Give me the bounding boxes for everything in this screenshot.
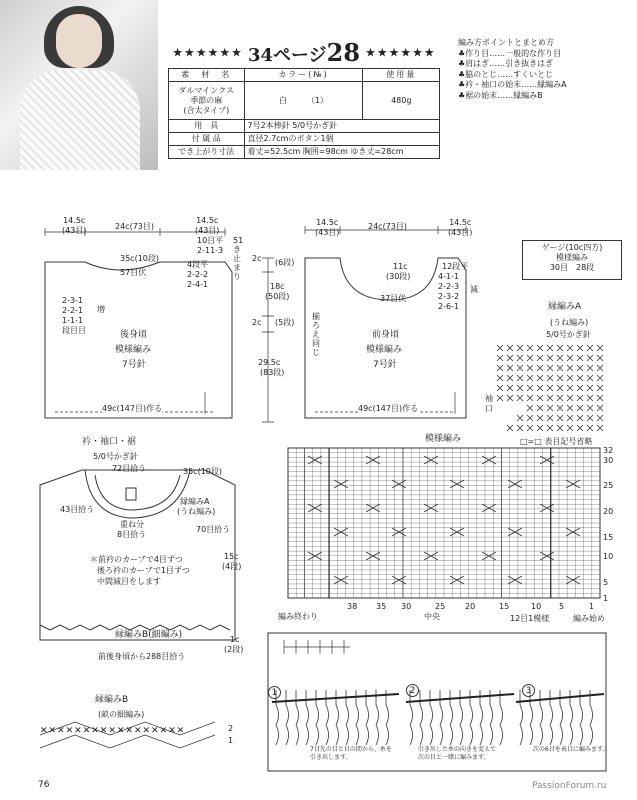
cable-symbol [566,528,580,536]
yarn-amount: 480g [363,82,440,120]
back-top-left: 14.5c [63,216,86,225]
crochet-cross [517,375,523,381]
front-dec1: 4-1-1 [438,272,460,281]
material-col: 素 材 名 [169,69,245,82]
mid-a: 2c [252,254,262,263]
cable-symbol [392,480,406,488]
back-top-right-sub: (43目) [195,226,220,235]
back-dec1: 2-2-2 [187,270,209,279]
crochet-cross [567,425,573,431]
back-shoulder: 4段平 [187,260,209,269]
knit-loop [410,705,413,745]
back-note: 51き止まり [233,236,244,281]
crochet-cross [557,355,563,361]
finish-sleeve-sub: (4段) [222,562,242,571]
step-scale [284,640,350,654]
step3-text: 次の6目を表目に編みます。 [533,746,609,753]
chart-col-label: 1 [589,602,595,611]
chart-repeat-label: 12目1模様 [510,614,550,623]
crochet-cross [587,425,593,431]
chart-col-label: 20 [465,602,476,611]
crochet-cross [567,365,573,371]
crochet-cross [517,385,523,391]
back-dec-top2: 2-11-3 [197,246,224,255]
finish-overlap-sts: 8目拾う [117,530,147,539]
gauge-rows: 28段 [576,263,595,272]
mid-b-sub: (50段) [265,292,290,301]
crochet-cross [517,355,523,361]
finish-neck-rows: 35c(10段) [183,467,222,476]
edging-b-mark1: 1 [228,736,234,745]
edging-b-sub: (畝の細編み) [98,710,145,719]
knit-loop [356,705,359,745]
front-neck-sub: (30段) [386,272,411,281]
front-top-right: 14.5c [449,218,472,227]
crochet-cross [567,395,573,401]
chart-row-label: 32 [603,446,614,455]
edging-a-grid [497,345,603,431]
crochet-cross [557,375,563,381]
crochet-cross [527,345,533,351]
crochet-cross [557,345,563,351]
crochet-cross [557,395,563,401]
crochet-cross [597,345,603,351]
knit-loop [520,705,523,745]
cable-symbol [366,504,380,512]
back-top-right: 14.5c [196,216,219,225]
step2-text: 引き出した糸の向きを変えて 次の目と一緒に編みます。 [418,746,497,761]
step2-number: 2 [406,684,419,697]
point-item: ♣肩はぎ……引き抜きはぎ [458,59,554,68]
cable-symbol [366,552,380,560]
crochet-cross [527,375,533,381]
knit-loop [430,705,433,745]
cable-symbol [540,552,554,560]
front-dec-label: 減 [470,285,478,294]
chart-row-label: 30 [603,456,614,465]
chart-start-label: 編み始め [573,614,605,623]
crochet-cross [537,355,543,361]
page-number: 76 [38,780,50,790]
crochet-cross [557,415,563,421]
crochet-cross [577,345,583,351]
finish-note3: 中間減目をします [97,577,161,586]
mid-c-sub: (5段) [275,318,295,327]
mid-c: 2c [252,318,262,327]
crochet-cross [567,375,573,381]
chart-legend: □=□ 表目記号省略 [520,437,593,446]
crochet-cross [597,425,603,431]
crochet-cross [497,365,503,371]
crochet-cross [547,405,553,411]
step1-text: 7目先の目と目の間から、糸を 引き出します。 [310,746,392,761]
finish-title: 衿・袖口・裾 [82,437,137,447]
front-neck-sts: 37目伏 [380,294,407,303]
points-title: 編み方ポイントとまとめ方 [458,38,554,47]
crochet-cross [597,415,603,421]
front-top-left-sub: (43目) [315,228,340,237]
crochet-cross [567,385,573,391]
yarn-line: (合太タイプ) [183,105,230,115]
knit-loop [460,705,463,745]
cable-symbol [508,576,522,584]
crochet-cross [537,385,543,391]
front-dec2: 2-2-3 [438,282,460,291]
knit-loop [276,705,279,745]
crochet-cross [527,355,533,361]
crochet-cross [517,425,523,431]
crochet-cross [507,395,513,401]
finish-note2: 後ろ衿のカーブで1目ずつ [97,566,190,575]
mid-d-sub: (83段) [260,368,285,377]
color-no: （1） [310,95,329,105]
front-dec3: 2-3-2 [438,292,460,301]
chart-title: 模様編み [425,434,462,444]
cable-symbol [482,552,496,560]
crochet-cross [497,355,503,361]
finish-hem: 縁編みB(細編み) [115,630,183,640]
back-side-sts: 段目目 [62,326,86,335]
crochet-cross [547,415,553,421]
tools-label: 用 具 [169,120,245,133]
notions-label: 付 属 品 [169,133,245,146]
finish-left: 43目拾う [60,505,95,514]
crochet-cross [507,355,513,361]
tools-value: 7号2本棒針 5/0号かぎ針 [244,120,439,133]
knit-loop [570,705,573,745]
crochet-cross [577,405,583,411]
knit-loop [470,705,473,745]
crochet-cross [517,415,523,421]
finish-hem-right: 1c [230,635,240,644]
edging-a-hook: 5/0号かぎ針 [546,330,591,339]
chart-row-label: 20 [603,507,614,516]
edging-b-title: 縁編みB [95,695,129,705]
back-side2: 2-2-1 [62,306,84,315]
crochet-cross [507,385,513,391]
crochet-cross [547,345,553,351]
chart-col-label: 5 [559,602,565,611]
finish-pickup: 72目拾う [112,464,147,473]
finish-hem-right-sub: (2段) [224,645,244,654]
cable-symbol [308,552,322,560]
front-dec4: 2-6-1 [438,302,460,311]
crochet-cross [547,355,553,361]
edging-b-crosses: ✕✕✕✕✕✕✕✕✕✕✕✕✕✕✕✕✕ [40,726,186,736]
knit-loop [286,705,289,745]
crochet-cross [577,415,583,421]
crochet-cross [567,355,573,361]
crochet-cross [547,365,553,371]
crochet-cross [567,405,573,411]
back-bottom: 49c(147目)作る [102,404,163,413]
crochet-cross [587,375,593,381]
mid-b: 18c [270,282,285,291]
crochet-cross [547,395,553,401]
front-top-mid: 24c(73目) [368,222,407,231]
stars-left: ★★★★★★ [172,45,243,60]
crochet-cross [597,365,603,371]
crochet-cross [527,395,533,401]
back-top-mid: 24c(73目) [115,222,154,231]
color-col: カラー(№) [244,69,363,82]
crochet-cross [507,375,513,381]
knit-loop [440,705,443,745]
crochet-cross [587,365,593,371]
crochet-cross [557,425,563,431]
chart-row-label: 15 [603,533,614,542]
finish-sleeve: 15c [224,552,239,561]
chart-row-label: 25 [603,481,614,490]
crochet-cross [537,395,543,401]
gauge-stitches: 30目 [549,263,568,272]
crochet-cross [517,395,523,401]
front-title: 前身頃 [372,330,400,340]
button-placket [126,488,136,500]
size-value: 着丈=52.5cm 胸囲=98cm ゆき丈=28cm [244,146,439,159]
front-pattern: 模様編み [366,345,403,355]
finish-neck [85,470,190,518]
knit-loop [490,705,493,745]
edging-a-side: 袖口 [485,394,493,413]
crochet-cross [537,405,543,411]
crochet-cross [507,345,513,351]
knit-loop [500,705,503,745]
crochet-cross [587,385,593,391]
crochet-cross [527,365,533,371]
crochet-cross [537,425,543,431]
finish-edging: 縁編みA [180,497,210,506]
crochet-cross [577,375,583,381]
crochet-cross [597,405,603,411]
knit-loop [366,705,369,745]
cable-symbol [334,528,348,536]
back-side3: 1-1-1 [62,316,84,325]
mid-d: 29.5c [258,358,281,367]
back-neck: 35c(10段) [120,254,159,263]
edging-a-sub: (うね編み) [550,318,589,327]
chart-col-label: 10 [531,602,542,611]
finish-hook: 5/0号かぎ針 [93,452,138,461]
watermark: PassionForum.ru [532,781,607,791]
front-dec-a: 12段平 [442,262,469,271]
crochet-cross [587,345,593,351]
knitting-needle [272,694,399,702]
knit-loop [386,705,389,745]
crochet-cross [547,375,553,381]
amount-col: 使用量 [363,69,440,82]
front-top-left: 14.5c [316,218,339,227]
crochet-cross [507,365,513,371]
crochet-cross [507,425,513,431]
back-side1: 2-3-1 [62,296,84,305]
crochet-cross [537,345,543,351]
point-item: ♣作り目……一般的な作り目 [458,48,562,58]
knit-loop [376,705,379,745]
crochet-cross [527,385,533,391]
crochet-cross [577,365,583,371]
front-side-note: 揃ろえ同じ [312,312,320,357]
knit-loop [420,705,423,745]
crochet-cross [517,365,523,371]
knit-loop [450,705,453,745]
crochet-cross [577,385,583,391]
knit-loop [580,705,583,745]
chart-grid [288,448,600,598]
crochet-cross [587,355,593,361]
cable-symbol [392,576,406,584]
step1-number: 1 [268,686,281,699]
knit-loop [530,705,533,745]
point-item: ♣裾の始末……縁編みB [458,90,543,100]
knit-loop [560,705,563,745]
edging-a-title: 縁編みA [548,302,582,312]
crochet-cross [557,405,563,411]
crochet-cross [517,345,523,351]
crochet-cross [547,425,553,431]
crochet-cross [527,425,533,431]
crochet-cross [497,395,503,401]
chart-col-label: 15 [499,602,510,611]
crochet-cross [577,395,583,401]
knit-loop [590,705,593,745]
gauge-title: ゲージ(10c四方) [541,243,603,252]
crochet-cross [587,405,593,411]
crochet-cross [497,345,503,351]
chart-col-label: 30 [401,602,412,611]
chart-col-label: 35 [376,602,387,611]
edging-b-mark2: 2 [228,724,234,733]
crochet-cross [597,355,603,361]
front-top-right-sub: (43目) [448,228,473,237]
chart-end-label: 編み終わり [278,612,318,621]
yarn-line: ダルマインクス [178,85,235,95]
crochet-cross [577,355,583,361]
crochet-cross [537,415,543,421]
mid-a-sub: (6段) [275,258,295,267]
knit-loop [550,705,553,745]
knit-loop [296,705,299,745]
crochet-cross [597,375,603,381]
knit-loop [306,705,309,745]
back-neck-sts: 57目伏 [120,268,147,277]
crochet-cross [597,395,603,401]
chart-row-label: 5 [603,578,609,587]
knit-loop [346,705,349,745]
finish-note1: ＊前衿のカーブで4目ずつ [90,555,183,564]
front-bottom: 49c(147目)作る [358,404,419,413]
cable-symbol [508,480,522,488]
steps-illustration [272,690,604,745]
back-dec2: 2-4-1 [187,280,209,289]
cable-symbol [566,480,580,488]
chart-col-label: 38 [347,602,358,611]
page-label: 34ページ [247,45,327,66]
color-name: 白 [278,95,287,105]
finish-overlap: 重ね分 [120,520,144,529]
cable-symbol [334,576,348,584]
crochet-cross [557,365,563,371]
yarn-line: 季節の麻 [190,95,223,105]
finish-right: 70目拾う [196,525,231,534]
knit-loop [316,705,319,745]
crochet-cross [537,375,543,381]
cable-symbol [392,528,406,536]
crochet-cross [587,415,593,421]
knit-loop [480,705,483,745]
size-label: でき上がり寸法 [169,146,245,159]
front-needle: 7号針 [373,360,397,370]
crochet-cross [497,375,503,381]
point-item: ♣脇のとじ……すくいとじ [458,69,554,79]
crochet-cross [567,345,573,351]
crochet-cross [557,385,563,391]
gauge-box [522,240,622,280]
crochet-cross [577,425,583,431]
step3-number: 3 [522,684,535,697]
finish-neck-inner [95,475,180,510]
knit-loop [540,705,543,745]
pattern-number: 28 [326,38,361,67]
crochet-cross [567,415,573,421]
back-side-label: 増 [97,305,105,314]
cable-symbol [308,504,322,512]
back-pattern: 模様編み [115,345,152,355]
knit-loop [336,705,339,745]
finish-hem-pick: 前後身頃から288目拾う [98,652,186,661]
gauge-pattern: 模様編み [556,253,588,262]
crochet-cross [587,395,593,401]
back-title: 後身頃 [120,330,148,340]
crochet-cross [537,365,543,371]
cable-symbol [540,504,554,512]
point-item: ♣衿・袖口の始末……縁編みA [458,80,567,89]
finish-edging-sub: (うね編み) [177,507,216,516]
crochet-cross [527,415,533,421]
cable-symbol [566,576,580,584]
cable-symbol [508,528,522,536]
knit-loop [326,705,329,745]
back-top-left-sub: (43目) [62,226,87,235]
chart-row-label: 1 [603,594,609,603]
chart-row-label: 10 [603,552,614,561]
crochet-cross [547,385,553,391]
crochet-cross [497,385,503,391]
cable-symbol [482,504,496,512]
back-needle: 7号針 [122,360,146,370]
edging-b-line2 [40,735,215,748]
chart-col-label: 25 [435,602,446,611]
stars-right: ★★★★★★ [365,45,436,60]
crochet-cross [597,385,603,391]
chart-center-label: 中央 [424,612,440,621]
back-dec-top: 10目平 [197,236,224,245]
cable-symbol [334,480,348,488]
front-neck: 11c [393,262,408,271]
notions-value: 直径2.7cmのボタン1個 [244,133,439,146]
crochet-cross [527,405,533,411]
